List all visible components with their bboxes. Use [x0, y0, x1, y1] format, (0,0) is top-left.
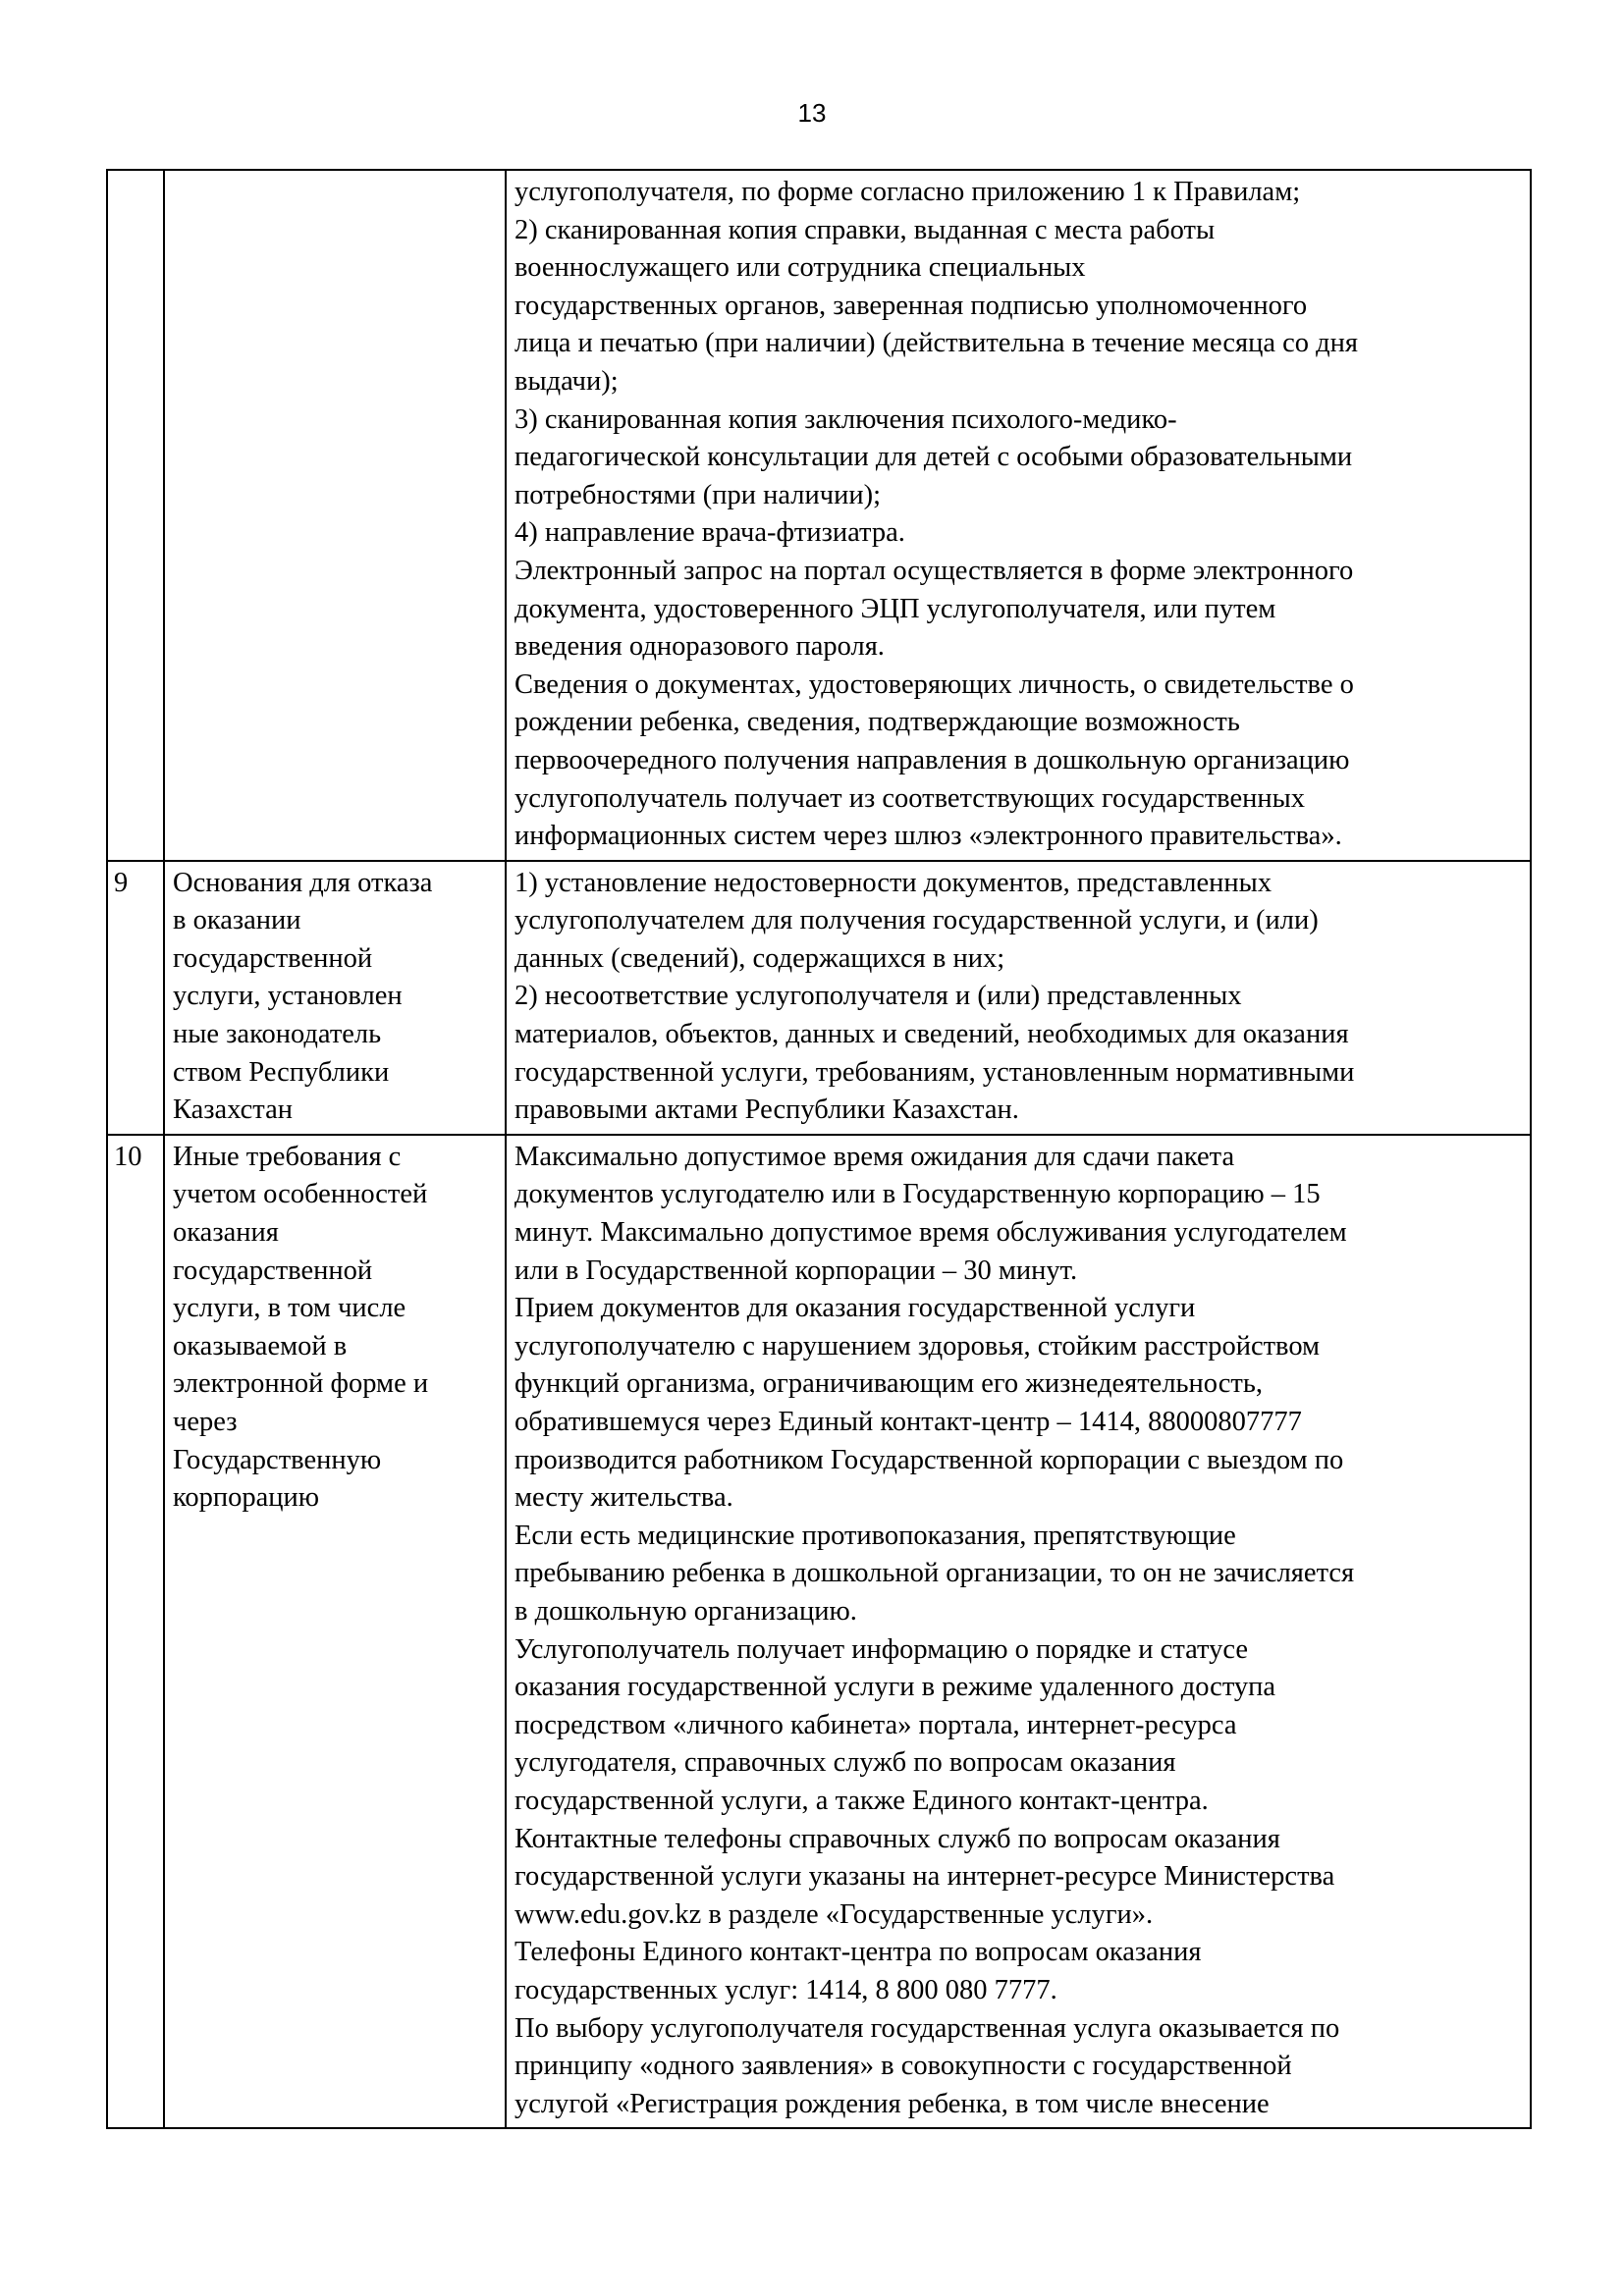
name-line: оказываемой в [173, 1330, 348, 1362]
content-line: выдачи); [514, 365, 619, 397]
name-line: услуги, в том числе [173, 1293, 406, 1324]
content-line: государственной услуги указаны на интернет-ресурсе Министерства [514, 1861, 1335, 1893]
content-line: государственных органов, заверенная подписью уполномоченного [514, 290, 1308, 321]
content-line: функций организма, ограничивающим его жизнедеятельность, [514, 1368, 1263, 1400]
content-line: принципу «одного заявления» в совокупности с государственной [514, 2051, 1292, 2082]
table-body [107, 170, 1531, 2128]
name-line: ством Республики [173, 1056, 390, 1088]
row-number-cell [107, 170, 164, 861]
content-line: педагогической консультации для детей с особыми образовательными [514, 442, 1353, 473]
name-line: оказания [173, 1217, 279, 1249]
content-line: правовыми актами Республики Казахстан. [514, 1095, 1019, 1126]
table-row [107, 170, 1531, 861]
row-content-cell [506, 170, 1531, 861]
row-name-cell [164, 1135, 506, 2128]
content-line: www.edu.gov.kz в разделе «Государственные услуги». [514, 1898, 1154, 1930]
content-line: или в Государственной корпорации – 30 минут. [514, 1255, 1078, 1286]
content-line: месту жительства. [514, 1482, 733, 1514]
name-line: электронной форме и [173, 1368, 429, 1400]
content-line: обратившемуся через Единый контакт-центр – 1414, 88000807777 [514, 1407, 1302, 1437]
content-line: рождении ребенка, сведения, подтверждающие возможность [514, 707, 1240, 738]
content-line: посредством «личного кабинета» портала, интернет-ресурса [514, 1709, 1237, 1740]
content-line: минут. Максимально допустимое время обслуживания услугодателем [514, 1217, 1347, 1249]
content-line: Максимально допустимое время ожидания для сдачи пакета [514, 1141, 1235, 1172]
name-line: государственной [173, 1255, 373, 1286]
content-line: государственных услуг: 1414, 8 800 080 7777. [514, 1974, 1057, 2005]
content-line: 1) установление недостоверности документов, представленных [514, 867, 1272, 898]
content-line: Услугополучатель получает информацию о порядке и статусе [514, 1633, 1249, 1665]
content-line: 3) сканированная копия заключения психолого-медико- [514, 403, 1177, 435]
page-number: 13 [797, 98, 827, 128]
content-line: 2) сканированная копия справки, выданная с места работы [514, 214, 1216, 245]
content-line: производится работником Государственной корпорации с выездом по [514, 1444, 1344, 1475]
row-content-cell [506, 861, 1531, 1135]
name-line: через [173, 1407, 238, 1437]
name-line: корпорацию [173, 1482, 320, 1514]
content-line: материалов, объектов, данных и сведений, необходимых для оказания [514, 1019, 1349, 1050]
services-table [106, 169, 1532, 2129]
content-line: первоочередного получения направления в дошкольную организацию [514, 744, 1350, 775]
row-number-cell: 10 [107, 1135, 164, 2128]
content-line: 4) направление врача-фтизиатра. [514, 517, 905, 549]
content-line: государственной услуги, а также Единого контакт-центра. [514, 1785, 1209, 1816]
name-line: государственной [173, 942, 373, 974]
name-line: Государственную [173, 1444, 382, 1475]
row-number-cell: 9 [107, 861, 164, 1135]
content-line: в дошкольную организацию. [514, 1595, 857, 1627]
content-line: данных (сведений), содержащихся в них; [514, 942, 1005, 974]
content-line: услугополучателем для получения государственной услуги, и (или) [514, 905, 1319, 936]
content-line: услугодателя, справочных служб по вопросам оказания [514, 1747, 1176, 1779]
content-line: услугополучателю с нарушением здоровья, стойким расстройством [514, 1330, 1321, 1362]
table-row [107, 1135, 1531, 2128]
content-line: услугой «Регистрация рождения ребенка, в том числе внесение [514, 2088, 1270, 2119]
table-row [107, 861, 1531, 1135]
content-line: Контактные телефоны справочных служб по вопросам оказания [514, 1823, 1280, 1854]
content-line: документа, удостоверенного ЭЦП услугополучателя, или путем [514, 593, 1276, 624]
content-line: потребностями (при наличии); [514, 479, 882, 510]
content-line: военнослужащего или сотрудника специальных [514, 252, 1086, 284]
name-line: учетом особенностей [173, 1179, 428, 1210]
name-line: услуги, установлен [173, 981, 403, 1012]
content-line: Телефоны Единого контакт-центра по вопросам оказания [514, 1937, 1202, 1968]
content-line: услугополучатель получает из соответствующих государственных [514, 782, 1306, 814]
name-line: ные законодатель [173, 1019, 382, 1050]
content-line: 2) несоответствие услугополучателя и (или) представленных [514, 981, 1242, 1012]
row-name-cell [164, 170, 506, 861]
content-line: Прием документов для оказания государственной услуги [514, 1293, 1196, 1324]
content-line: Электронный запрос на портал осуществляется в форме электронного [514, 555, 1354, 586]
name-line: в оказании [173, 905, 301, 936]
name-line: Иные требования с [173, 1141, 402, 1172]
content-line: введения одноразового пароля. [514, 631, 885, 663]
content-line: документов услугодателю или в Государственную корпорацию – 15 [514, 1179, 1321, 1210]
row-name-cell [164, 861, 506, 1135]
content-line: государственной услуги, требованиям, установленным нормативными [514, 1056, 1355, 1088]
content-line: оказания государственной услуги в режиме удаленного доступа [514, 1672, 1276, 1703]
row-content-cell [506, 1135, 1531, 2128]
content-line: информационных систем через шлюз «электронного правительства». [514, 821, 1342, 852]
content-line: Если есть медицинские противопоказания, препятствующие [514, 1520, 1236, 1551]
content-line: пребыванию ребенка в дошкольной организации, то он не зачисляется [514, 1558, 1355, 1589]
content-line: Сведения о документах, удостоверяющих личность, о свидетельстве о [514, 668, 1354, 700]
content-line: По выбору услугополучателя государственная услуга оказывается по [514, 2012, 1340, 2044]
content-line: услугополучателя, по форме согласно приложению 1 к Правилам; [514, 177, 1301, 207]
name-line: Казахстан [173, 1095, 293, 1126]
content-line: лица и печатью (при наличии) (действительна в течение месяца со дня [514, 328, 1358, 359]
name-line: Основания для отказа [173, 867, 433, 898]
